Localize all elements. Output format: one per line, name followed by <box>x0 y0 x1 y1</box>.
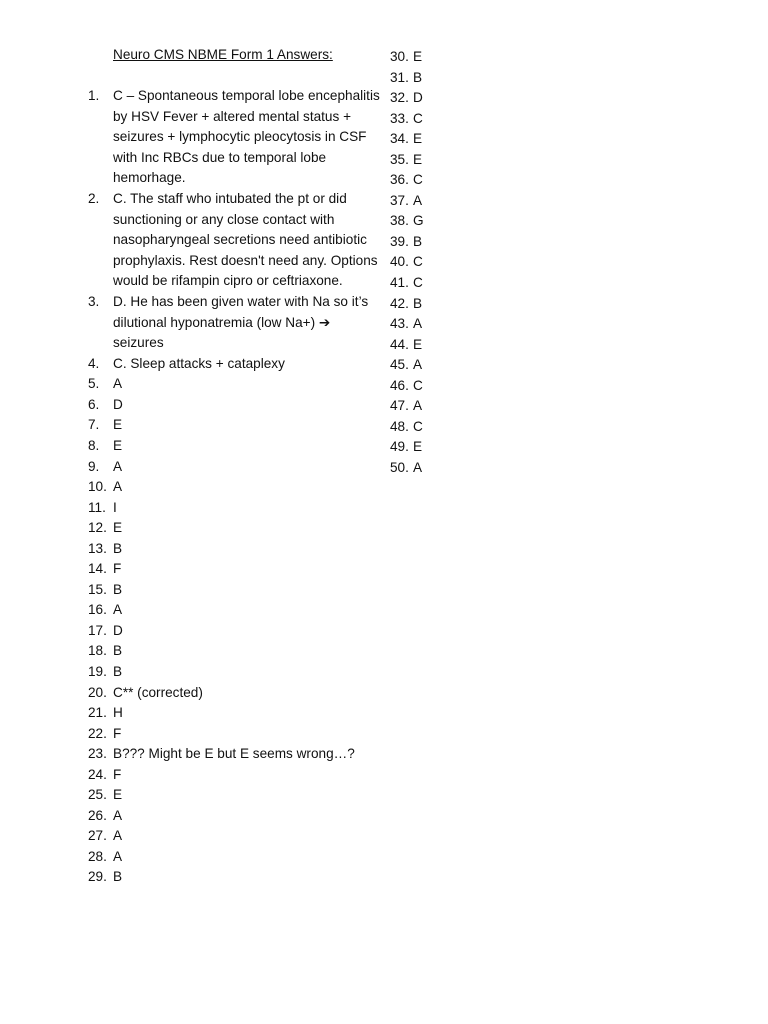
answer-text: E <box>113 437 123 453</box>
answer-number: 2. <box>88 190 100 206</box>
answer-item <box>88 662 380 683</box>
answer-number: 16. <box>88 602 107 618</box>
answer-text: A <box>113 848 123 864</box>
answer-text: B <box>113 869 123 885</box>
answer-number: 12. <box>88 520 107 536</box>
answer-item <box>88 641 380 662</box>
answer-number: 27. <box>88 828 107 844</box>
answer-number: 36. <box>390 172 409 188</box>
answer-text: C <box>413 418 423 434</box>
answer-number: 25. <box>88 787 107 803</box>
answer-number: 35. <box>390 151 409 167</box>
answer-text: B <box>113 643 123 659</box>
answer-number: 3. <box>88 293 100 309</box>
answer-item <box>88 498 380 519</box>
answer-number: 47. <box>390 398 409 414</box>
answer-number: 10. <box>88 479 107 495</box>
answer-text: E <box>113 520 123 536</box>
answer-item <box>390 273 470 294</box>
answer-text: G <box>413 213 424 229</box>
answer-item <box>390 150 470 171</box>
answer-item-1 <box>88 86 380 189</box>
answer-number: 23. <box>88 746 107 762</box>
answer-item <box>88 457 380 478</box>
document-title: Neuro CMS NBME Form 1 Answers: <box>113 47 333 62</box>
answer-number: 28. <box>88 848 107 864</box>
answer-item <box>390 314 470 335</box>
answer-text: D <box>413 90 423 106</box>
answer-number: 30. <box>390 49 409 64</box>
answer-number: 19. <box>88 663 107 679</box>
answer-number: 40. <box>390 254 409 270</box>
answer-text: A <box>113 602 123 618</box>
answer-text: H <box>113 705 123 721</box>
right-arrow-icon: ➔ <box>318 314 331 330</box>
answer-item <box>88 580 380 601</box>
answer-text: A <box>413 192 423 208</box>
answer-number: 33. <box>390 110 409 126</box>
answer-number: 32. <box>390 90 409 106</box>
answer-text: C <box>413 377 423 393</box>
answer-item <box>88 436 380 457</box>
answer-text: B <box>113 540 123 556</box>
answer-text-part: seizures <box>113 335 164 351</box>
answer-number: 50. <box>390 459 409 475</box>
answer-text: B <box>413 233 423 249</box>
answer-text: E <box>113 417 123 433</box>
answer-text: E <box>413 131 423 147</box>
answer-text: C – Spontaneous temporal lobe encephalitis by HSV Fever + altered mental status + seizures + lymphocytic pleocytosis in CSF with Inc RBCs due to temporal lobe hemorhage. <box>113 88 380 186</box>
answer-number: 13. <box>88 540 107 556</box>
answer-text: C** (corrected) <box>113 684 203 700</box>
answer-text: E <box>113 787 123 803</box>
answer-item <box>88 683 380 704</box>
answer-text: B??? Might be E but E seems wrong…? <box>113 746 355 762</box>
answer-text: B <box>113 663 123 679</box>
answer-item <box>390 355 470 376</box>
answer-number: 44. <box>390 336 409 352</box>
short-answer-list-left <box>88 374 380 888</box>
answer-text: F <box>113 766 122 782</box>
answer-text: B <box>413 295 423 311</box>
answer-item <box>390 458 470 479</box>
answer-item <box>88 744 380 765</box>
answer-number: 17. <box>88 622 107 638</box>
answer-text: A <box>113 458 123 474</box>
answer-number: 37. <box>390 192 409 208</box>
answer-number: 49. <box>390 439 409 455</box>
answer-number: 31. <box>390 69 409 85</box>
answer-number: 5. <box>88 376 100 392</box>
answer-number: 48. <box>390 418 409 434</box>
answer-item <box>88 477 380 498</box>
answer-item-4 <box>88 354 380 375</box>
answer-number: 7. <box>88 417 100 433</box>
answer-number: 39. <box>390 233 409 249</box>
answer-text: A <box>413 316 423 332</box>
answer-item <box>390 109 470 130</box>
answer-item <box>88 415 380 436</box>
answer-item <box>88 806 380 827</box>
answer-item <box>88 600 380 621</box>
answer-item <box>88 395 380 416</box>
answer-number: 1. <box>88 88 100 103</box>
answer-item <box>88 847 380 868</box>
answer-item <box>390 252 470 273</box>
answer-item <box>390 437 470 458</box>
answer-number: 43. <box>390 316 409 332</box>
answer-text: E <box>413 439 423 455</box>
answer-text: B <box>413 69 423 85</box>
answer-item <box>88 518 380 539</box>
answer-number: 11. <box>88 499 106 515</box>
answer-text: C <box>413 110 423 126</box>
answer-item <box>390 335 470 356</box>
answer-list-left <box>88 86 380 888</box>
answer-text: E <box>413 336 423 352</box>
answer-text: D <box>113 622 123 638</box>
answer-text: A <box>413 357 423 373</box>
answer-number: 21. <box>88 705 107 721</box>
answer-item <box>390 396 470 417</box>
answer-item <box>88 539 380 560</box>
answer-item <box>88 703 380 724</box>
answer-number: 8. <box>88 437 100 453</box>
answer-item <box>390 232 470 253</box>
answer-number: 20. <box>88 684 107 700</box>
answer-number: 22. <box>88 725 107 741</box>
short-answer-list-right <box>390 47 470 478</box>
answer-item <box>390 376 470 397</box>
answer-number: 26. <box>88 807 107 823</box>
answer-item <box>88 765 380 786</box>
answer-item <box>88 724 380 745</box>
answer-item <box>390 417 470 438</box>
answer-text: A <box>413 459 423 475</box>
answer-text: C <box>413 275 423 291</box>
answer-number: 14. <box>88 561 107 577</box>
answer-text: F <box>113 561 122 577</box>
answer-text: A <box>113 828 123 844</box>
answer-number: 6. <box>88 396 100 412</box>
answer-text: E <box>413 151 423 167</box>
answer-text <box>113 292 380 354</box>
answer-item <box>88 785 380 806</box>
answer-item <box>88 559 380 580</box>
answer-item <box>390 47 470 68</box>
answer-text: B <box>113 581 123 597</box>
answer-item <box>390 211 470 232</box>
answer-item <box>88 374 380 395</box>
answer-list-right <box>390 47 470 478</box>
answer-text: A <box>113 479 123 495</box>
answer-text: F <box>113 725 122 741</box>
answer-number: 41. <box>390 275 409 291</box>
answer-number: 42. <box>390 295 409 311</box>
answer-text: D <box>113 396 123 412</box>
answer-item-2 <box>88 189 380 292</box>
answer-number: 34. <box>390 131 409 147</box>
answer-item <box>390 294 470 315</box>
answer-item <box>390 191 470 212</box>
answer-number: 46. <box>390 377 409 393</box>
answer-text: C <box>413 172 423 188</box>
answer-item <box>390 129 470 150</box>
answer-number: 18. <box>88 643 107 659</box>
answer-text: A <box>113 807 123 823</box>
answer-number: 9. <box>88 458 100 474</box>
answer-item <box>390 68 470 89</box>
answer-number: 45. <box>390 357 409 373</box>
answer-text: I <box>113 499 117 515</box>
answer-number: 29. <box>88 869 107 885</box>
answer-item <box>390 170 470 191</box>
answer-number: 4. <box>88 355 100 371</box>
answer-number: 24. <box>88 766 107 782</box>
answer-text-part: D. He has been given water with Na so it’s dilutional hyponatremia (low Na+) <box>113 293 369 330</box>
answer-number: 38. <box>390 213 409 229</box>
answer-text: A <box>113 376 123 392</box>
answer-item-3 <box>88 292 380 354</box>
answer-text: C. The staff who intubated the pt or did sunctioning or any close contact with nasopharyngeal secretions need antibiotic prophylaxis. Rest doesn't need any. Options would be rifampin cipro or ceftriaxone. <box>113 190 378 289</box>
answer-item <box>88 621 380 642</box>
answer-text: A <box>413 398 423 414</box>
answer-number: 15. <box>88 581 107 597</box>
answer-item <box>88 826 380 847</box>
answer-item <box>390 88 470 109</box>
answer-text: C <box>413 254 423 270</box>
answer-text: E <box>413 49 423 64</box>
answer-text: C. Sleep attacks + cataplexy <box>113 355 285 371</box>
answer-item <box>88 867 380 888</box>
